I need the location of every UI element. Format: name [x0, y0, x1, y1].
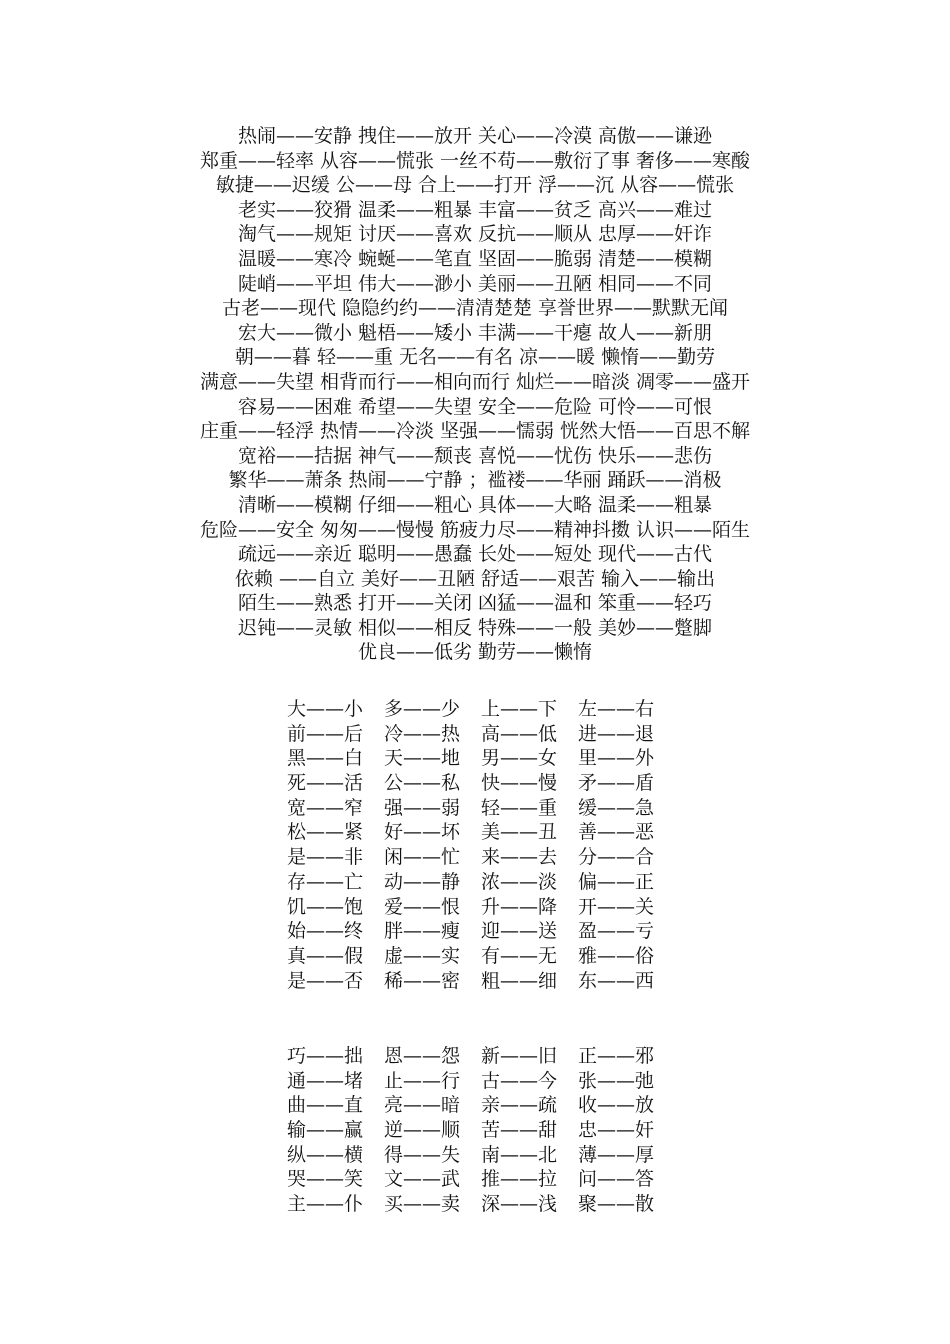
- antonym-row: [287, 1044, 687, 1069]
- antonym-line: 疏远——亲近 聪明——愚蠢 长处——短处 现代——古代: [237, 543, 713, 566]
- antonym-pair: 矛——盾: [578, 772, 655, 795]
- antonym-pair: 巧——拙: [287, 1045, 364, 1067]
- antonym-pair: 左——右: [578, 698, 655, 720]
- antonym-line: 庄重——轻浮 热情——冷淡 坚强——懦弱 恍然大悟——百思不解: [199, 420, 751, 443]
- antonym-line: 郑重——轻率 从容——慌张 一丝不苟——敷衍了事 奢侈——寒酸: [199, 149, 751, 172]
- antonym-pair: 来——去: [481, 846, 558, 869]
- antonym-pair: 胖——瘦: [384, 920, 461, 943]
- antonym-row: [287, 944, 687, 969]
- antonym-pair: 收——放: [578, 1094, 655, 1117]
- antonym-pair: 新——旧: [481, 1045, 558, 1067]
- antonym-pair: 纵——横: [287, 1143, 364, 1166]
- antonym-pair: 闲——忙: [384, 846, 461, 869]
- antonym-pair: 分——合: [578, 846, 655, 869]
- antonym-pair: 浓——淡: [481, 870, 558, 893]
- antonym-pair: 聚——散: [578, 1193, 655, 1216]
- antonym-line: 清晰——模糊 仔细——粗心 具体——大略 温柔——粗暴: [237, 493, 713, 516]
- antonym-row: [287, 796, 687, 821]
- antonym-pair: 升——降: [481, 895, 558, 918]
- antonym-pair: 推——拉: [481, 1168, 558, 1191]
- antonym-pair: 文——武: [384, 1168, 461, 1191]
- antonym-line: 满意——失望 相背而行——相向而行 灿烂——暗淡 凋零——盛开: [199, 370, 751, 393]
- antonym-pair: 稀——密: [384, 969, 461, 992]
- antonym-pair: 张——弛: [578, 1069, 655, 1092]
- antonym-pair: 得——失: [384, 1143, 461, 1166]
- antonym-row: [287, 1093, 687, 1118]
- antonym-pair: 输——赢: [287, 1119, 364, 1142]
- antonym-pair: 公——私: [384, 772, 461, 795]
- antonym-row: [287, 820, 687, 845]
- antonym-row: [287, 895, 687, 920]
- antonym-pair: 亮——暗: [384, 1094, 461, 1117]
- antonym-line: 宏大——微小 魁梧——矮小 丰满——干瘪 故人——新朋: [237, 321, 713, 344]
- antonym-pair: 冷——热: [384, 722, 461, 745]
- antonym-pair: 盈——亏: [578, 920, 655, 943]
- antonym-pair: 爱——恨: [384, 895, 461, 918]
- antonym-line: 容易——困难 希望——失望 安全——危险 可怜——可恨: [237, 395, 713, 418]
- antonym-line: 优良——低劣 勤劳——懒惰: [357, 641, 593, 664]
- antonym-pair: 松——紧: [287, 821, 364, 844]
- antonym-pair: 哭——笑: [287, 1168, 364, 1191]
- antonym-pair: 强——弱: [384, 796, 461, 819]
- antonym-line: 热闹——安静 拽住——放开 关心——冷漠 高傲——谦逊: [237, 125, 713, 147]
- antonym-pair: 天——地: [384, 747, 461, 770]
- antonym-line: 朝——暮 轻——重 无名——有名 凉——暖 懒惰——勤劳: [234, 346, 716, 369]
- antonym-pair: 迎——送: [481, 920, 558, 943]
- antonym-line: 繁华——萧条 热闹——宁静 ；褴褛——华丽 踊跃——消极: [228, 469, 722, 492]
- antonym-pair: 亲——疏: [481, 1094, 558, 1117]
- antonym-pair: 进——退: [578, 722, 655, 745]
- antonym-pair: 善——恶: [578, 821, 655, 844]
- antonym-row: [287, 722, 687, 747]
- antonym-line: 淘气——规矩 讨厌——喜欢 反抗——顺从 忠厚——奸诈: [237, 223, 713, 246]
- antonym-pair: 缓——急: [578, 796, 655, 819]
- antonym-row: [287, 969, 687, 994]
- antonym-pair: 止——行: [384, 1069, 461, 1092]
- antonym-pair: 逆——顺: [384, 1119, 461, 1142]
- antonym-row: [287, 919, 687, 944]
- antonym-pair: 偏——正: [578, 870, 655, 893]
- antonym-pair: 好——坏: [384, 821, 461, 844]
- antonym-pair: 是——非: [287, 846, 364, 869]
- antonym-row: [287, 845, 687, 870]
- antonym-pair: 虚——实: [384, 944, 461, 967]
- antonym-row: [287, 771, 687, 796]
- antonym-pair: 始——终: [287, 920, 364, 943]
- antonym-pair: 死——活: [287, 772, 364, 795]
- antonym-line: 老实——狡猾 温柔——粗暴 丰富——贫乏 高兴——难过: [237, 198, 713, 221]
- antonym-pair: 是——否: [287, 969, 364, 992]
- antonym-pair: 南——北: [481, 1143, 558, 1166]
- antonym-line: 危险——安全 匆匆——慢慢 筋疲力尽——精神抖擞 认识——陌生: [199, 518, 751, 541]
- antonym-row: [287, 870, 687, 895]
- antonym-pair: 美——丑: [481, 821, 558, 844]
- antonym-pair: 男——女: [481, 747, 558, 770]
- antonym-row: [287, 1167, 687, 1192]
- antonym-pair: 轻——重: [481, 796, 558, 819]
- antonym-pair: 薄——厚: [578, 1143, 655, 1166]
- antonym-pair: 快——慢: [481, 772, 558, 795]
- antonym-pair: 问——答: [578, 1168, 655, 1191]
- antonym-pair: 宽——窄: [287, 796, 364, 819]
- antonym-pair: 曲——直: [287, 1094, 364, 1117]
- antonym-pair: 买——卖: [384, 1193, 461, 1216]
- antonym-pair: 饥——饱: [287, 895, 364, 918]
- antonym-row: [287, 1069, 687, 1094]
- antonym-grid-2: [287, 1044, 687, 1217]
- antonym-pair: 上——下: [481, 698, 558, 720]
- antonym-pair: 东——西: [578, 969, 655, 992]
- antonym-pair: 苦——甜: [481, 1119, 558, 1142]
- antonym-row: [287, 1118, 687, 1143]
- antonym-grid-1: [287, 697, 687, 993]
- antonym-pair: 开——关: [578, 895, 655, 918]
- antonym-pair: 粗——细: [481, 969, 558, 992]
- antonym-pair: 高——低: [481, 722, 558, 745]
- antonym-pair: 真——假: [287, 944, 364, 967]
- antonym-pair: 动——静: [384, 870, 461, 893]
- antonym-pair: 有——无: [481, 944, 558, 967]
- antonym-pair: 雅——俗: [578, 944, 655, 967]
- antonym-pair: 前——后: [287, 722, 364, 745]
- antonym-pair: 恩——怨: [384, 1045, 461, 1067]
- antonym-pair: 深——浅: [481, 1193, 558, 1216]
- antonym-lines-section: [0, 124, 950, 665]
- antonym-row: [287, 697, 687, 722]
- antonym-pair: 古——今: [481, 1069, 558, 1092]
- antonym-row: [287, 746, 687, 771]
- antonym-pair: 主——仆: [287, 1193, 364, 1216]
- antonym-line: 依赖 ——自立 美好——丑陋 舒适——艰苦 输入——输出: [234, 567, 716, 590]
- antonym-line: 迟钝——灵敏 相似——相反 特殊——一般 美妙——蹩脚: [237, 616, 713, 639]
- antonym-row: [287, 1143, 687, 1168]
- antonym-pair: 正——邪: [578, 1045, 655, 1067]
- antonym-line: 陡峭——平坦 伟大——渺小 美丽——丑陋 相同——不同: [237, 272, 713, 295]
- antonym-pair: 黑——白: [287, 747, 364, 770]
- antonym-line: 宽裕——拮据 神气——颓丧 喜悦——忧伤 快乐——悲伤: [237, 444, 713, 467]
- antonym-pair: 多——少: [384, 698, 461, 720]
- antonym-pair: 大——小: [287, 698, 364, 720]
- antonym-line: 敏捷——迟缓 公——母 合上——打开 浮——沉 从容——慌张: [215, 174, 735, 197]
- antonym-line: 温暖——寒冷 蜿蜒——笔直 坚固——脆弱 清楚——模糊: [237, 247, 713, 270]
- antonym-pair: 里——外: [578, 747, 655, 770]
- antonym-line: 陌生——熟悉 打开——关闭 凶猛——温和 笨重——轻巧: [237, 592, 713, 615]
- antonym-line: 古老——现代 隐隐约约——清清楚楚 享誉世界——默默无闻: [221, 297, 729, 320]
- antonym-row: [287, 1192, 687, 1217]
- antonym-pair: 通——堵: [287, 1069, 364, 1092]
- antonym-pair: 存——亡: [287, 870, 364, 893]
- antonym-pair: 忠——奸: [578, 1119, 655, 1142]
